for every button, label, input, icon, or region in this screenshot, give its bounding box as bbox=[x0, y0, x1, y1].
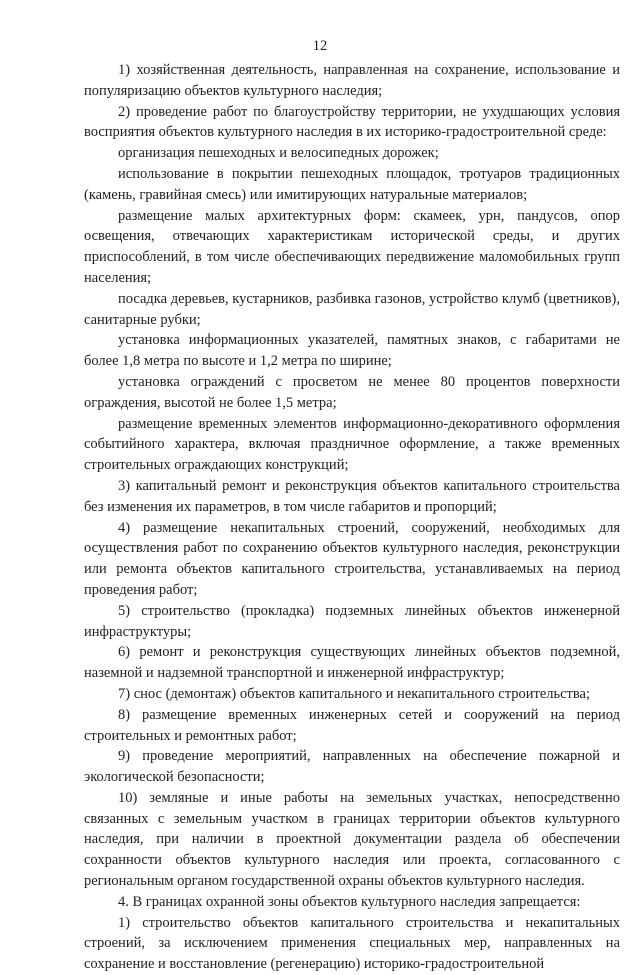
paragraph: 1) хозяйственная деятельность, направленная на сохранение, использование и популяризацию объектов культурного наследия; bbox=[84, 62, 620, 99]
paragraph: размещение временных элементов информационно-декоративного оформления событийного характера, включая праздничное оформление, а также временных строительных ограждающих конструкций; bbox=[84, 415, 620, 474]
paragraph: 3) капитальный ремонт и реконструкция объектов капитального строительства без изменения их параметров, в том числе габаритов и пропорций; bbox=[84, 477, 620, 515]
paragraph: использование в покрытии пешеходных площадок, тротуаров традиционных (камень, гравийная смесь) или имитирующих натуральные материалов; bbox=[84, 165, 620, 203]
page-number: 12 bbox=[312, 38, 328, 54]
paragraph: 10) земляные и иные работы на земельных участках, непосредственно связанных с земельным участком в границах территории объектов культурного наследия, при наличии в проектной документации раздела об обеспечении сохранности объектов культурного наследия или проекта, согласованного с региональным органом государственной охраны объектов культурного наследия. bbox=[84, 789, 620, 890]
paragraph: посадка деревьев, кустарников, разбивка газонов, устройство клумб (цветников), санитарные рубки; bbox=[84, 290, 620, 328]
paragraph: 5) строительство (прокладка) подземных линейных объектов инженерной инфраструктуры; bbox=[84, 602, 620, 640]
paragraph: 9) проведение мероприятий, направленных на обеспечение пожарной и экологической безопасности; bbox=[84, 748, 620, 786]
paragraph: 4. В границах охранной зоны объектов культурного наследия запрещается: bbox=[118, 893, 581, 910]
paragraph: установка информационных указателей, памятных знаков, с габаритами не более 1,8 метра по высоте и 1,2 метра по ширине; bbox=[84, 332, 620, 370]
paragraph: размещение малых архитектурных форм: скамеек, урн, пандусов, опор освещения, отвечающих характеристикам исторической среды, и других приспособлений, в том числе обеспечивающих передвижение маломобильных групп населения; bbox=[84, 207, 620, 286]
document-body bbox=[84, 60, 620, 975]
paragraph: 6) ремонт и реконструкция существующих линейных объектов подземной, наземной и надземной транспортной и инженерной инфраструктур; bbox=[84, 644, 620, 682]
paragraph: организация пешеходных и велосипедных дорожек; bbox=[118, 145, 439, 162]
paragraph: 1) строительство объектов капитального строительства и некапитальных строений, за исключением применения специальных мер, направленных на сохранение и восстановление (регенерацию) историко-градостроительной bbox=[84, 914, 620, 973]
paragraph: 7) снос (демонтаж) объектов капитального и некапитального строительства; bbox=[118, 685, 591, 702]
paragraph: 8) размещение временных инженерных сетей и сооружений на период строительных и ремонтных работ; bbox=[84, 706, 620, 744]
paragraph: 4) размещение некапитальных строений, сооружений, необходимых для осуществления работ по сохранению объектов культурного наследия, реконструкции или ремонта объектов капитального строительства, устанавливаемых на период проведения работ; bbox=[84, 519, 620, 598]
paragraph: установка ограждений с просветом не менее 80 процентов поверхности ограждения, высотой не более 1,5 метра; bbox=[84, 373, 620, 411]
paragraph: 2) проведение работ по благоустройству территории, не ухудшающих условия восприятия объектов культурного наследия в их историко-градостроительной среде: bbox=[84, 103, 620, 141]
